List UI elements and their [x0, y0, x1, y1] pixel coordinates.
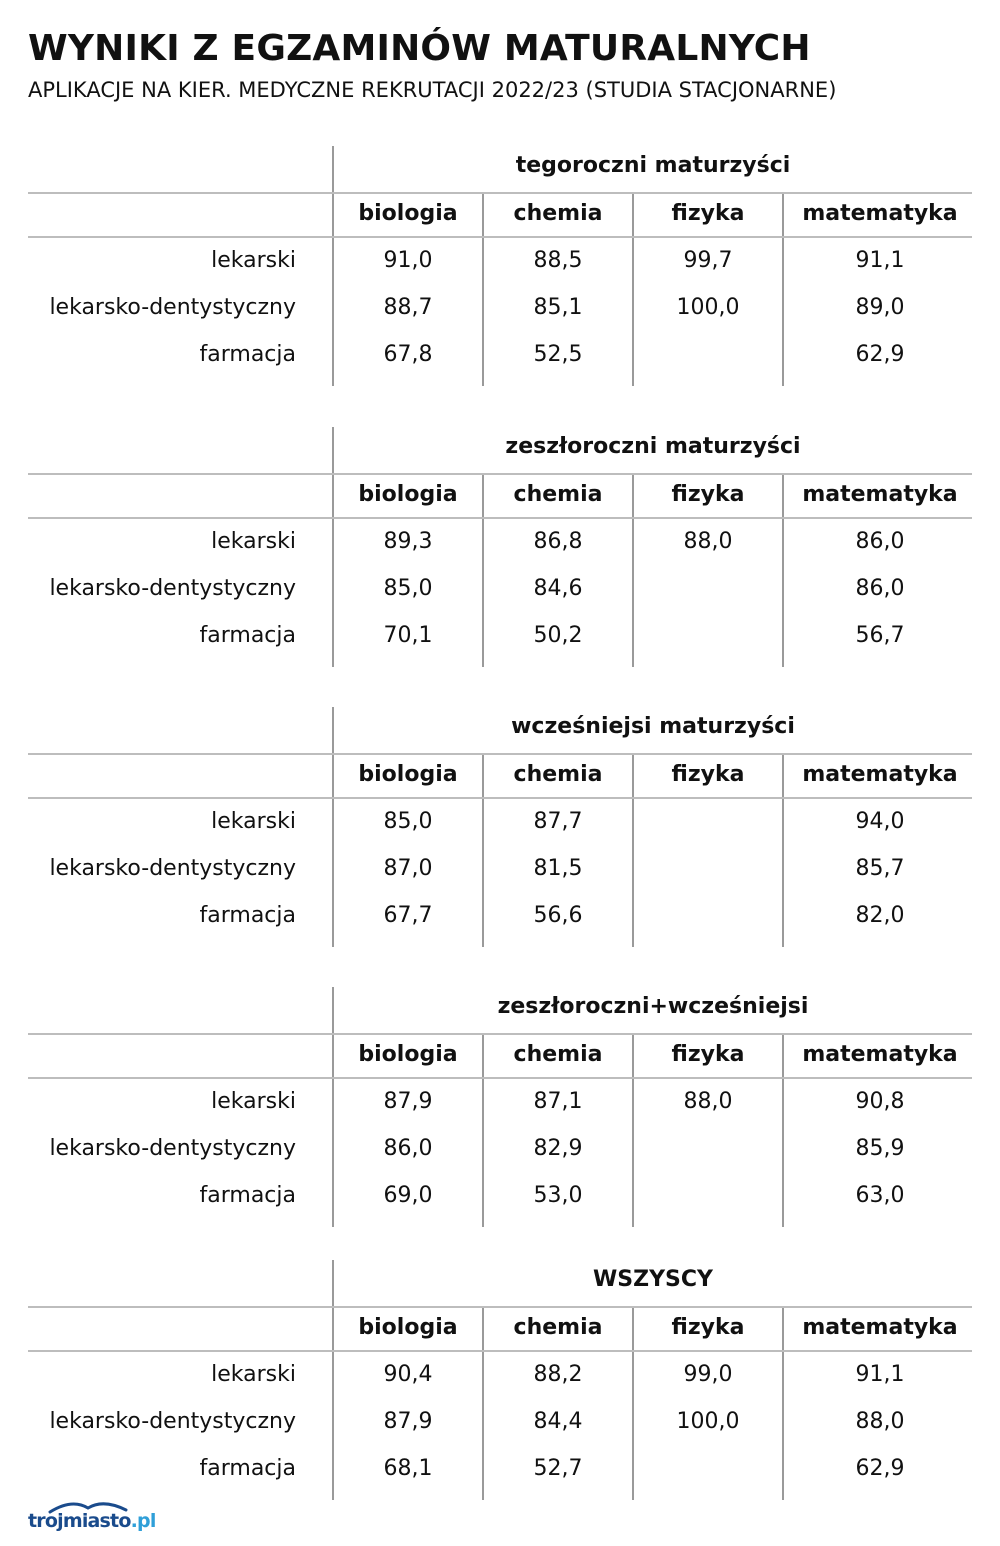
table-cell: 53,0 — [533, 1183, 583, 1208]
table-cell: 86,0 — [383, 1136, 433, 1161]
row-label: lekarski — [211, 248, 296, 273]
table-cell: 88,7 — [383, 295, 433, 320]
row-divider — [28, 753, 972, 755]
row-divider — [28, 1350, 972, 1352]
table-block — [0, 146, 1000, 391]
logo-main: trojmiasto — [28, 1510, 131, 1532]
column-header: biologia — [358, 762, 458, 787]
page-subtitle: APLIKACJE NA KIER. MEDYCZNE REKRUTACJI 2022/23 (STUDIA STACJONARNE) — [28, 78, 837, 102]
table-cell: 62,9 — [855, 342, 905, 367]
trojmiasto-logo — [28, 1500, 168, 1540]
group-title: zeszłoroczni maturzyści — [505, 434, 801, 459]
column-header: fizyka — [671, 1042, 745, 1067]
table-cell: 85,7 — [855, 856, 905, 881]
table-cell: 62,9 — [855, 1456, 905, 1481]
table-cell: 63,0 — [855, 1183, 905, 1208]
column-header: matematyka — [802, 201, 958, 226]
row-divider — [28, 1077, 972, 1079]
row-label: lekarski — [211, 1089, 296, 1114]
row-label: lekarsko-dentystyczny — [49, 1136, 296, 1161]
table-cell: 85,1 — [533, 295, 583, 320]
table-cell: 68,1 — [383, 1456, 433, 1481]
table-cell: 99,0 — [683, 1362, 733, 1387]
page-title: WYNIKI Z EGZAMINÓW MATURALNYCH — [28, 28, 811, 69]
table-cell: 50,2 — [533, 623, 583, 648]
logo-text — [28, 1510, 156, 1532]
table-cell: 70,1 — [383, 623, 433, 648]
row-label: farmacja — [199, 1183, 296, 1208]
logo-tld: .pl — [130, 1510, 156, 1532]
table-cell: 81,5 — [533, 856, 583, 881]
table-cell: 56,6 — [533, 903, 583, 928]
table-block — [0, 1260, 1000, 1505]
table-cell: 84,4 — [533, 1409, 583, 1434]
table-cell: 85,0 — [383, 576, 433, 601]
table-cell: 87,1 — [533, 1089, 583, 1114]
column-header: biologia — [358, 482, 458, 507]
table-cell: 82,0 — [855, 903, 905, 928]
table-cell: 86,8 — [533, 529, 583, 554]
column-divider — [332, 1260, 334, 1500]
table-cell: 91,1 — [855, 248, 905, 273]
group-title: wcześniejsi maturzyści — [511, 714, 795, 739]
table-block — [0, 707, 1000, 952]
column-header: chemia — [513, 762, 603, 787]
column-header: matematyka — [802, 1042, 958, 1067]
table-cell: 52,7 — [533, 1456, 583, 1481]
table-cell: 90,8 — [855, 1089, 905, 1114]
column-header: chemia — [513, 1042, 603, 1067]
row-label: farmacja — [199, 342, 296, 367]
row-label: lekarsko-dentystyczny — [49, 295, 296, 320]
column-divider — [332, 987, 334, 1227]
table-cell: 88,5 — [533, 248, 583, 273]
table-cell: 67,7 — [383, 903, 433, 928]
column-header: fizyka — [671, 762, 745, 787]
row-label: farmacja — [199, 623, 296, 648]
row-label: lekarsko-dentystyczny — [49, 856, 296, 881]
table-cell: 82,9 — [533, 1136, 583, 1161]
table-cell: 86,0 — [855, 529, 905, 554]
table-cell: 85,0 — [383, 809, 433, 834]
column-divider — [332, 707, 334, 947]
row-label: lekarsko-dentystyczny — [49, 576, 296, 601]
column-header: matematyka — [802, 762, 958, 787]
row-label: lekarsko-dentystyczny — [49, 1409, 296, 1434]
table-cell: 89,3 — [383, 529, 433, 554]
table-cell: 88,2 — [533, 1362, 583, 1387]
column-header: fizyka — [671, 482, 745, 507]
column-divider — [332, 427, 334, 667]
table-block — [0, 427, 1000, 672]
table-cell: 89,0 — [855, 295, 905, 320]
column-divider — [332, 146, 334, 386]
table-cell: 88,0 — [855, 1409, 905, 1434]
row-divider — [28, 1306, 972, 1308]
table-cell: 87,0 — [383, 856, 433, 881]
column-header: biologia — [358, 1315, 458, 1340]
table-cell: 91,1 — [855, 1362, 905, 1387]
column-header: fizyka — [671, 1315, 745, 1340]
table-block — [0, 987, 1000, 1232]
row-divider — [28, 517, 972, 519]
row-label: farmacja — [199, 903, 296, 928]
column-header: chemia — [513, 201, 603, 226]
column-header: chemia — [513, 482, 603, 507]
table-cell: 86,0 — [855, 576, 905, 601]
table-cell: 56,7 — [855, 623, 905, 648]
table-cell: 52,5 — [533, 342, 583, 367]
row-label: lekarski — [211, 1362, 296, 1387]
table-cell: 69,0 — [383, 1183, 433, 1208]
table-cell: 84,6 — [533, 576, 583, 601]
table-cell: 99,7 — [683, 248, 733, 273]
column-header: chemia — [513, 1315, 603, 1340]
table-cell: 85,9 — [855, 1136, 905, 1161]
row-divider — [28, 473, 972, 475]
row-label: lekarski — [211, 529, 296, 554]
table-cell: 87,9 — [383, 1089, 433, 1114]
column-header: matematyka — [802, 1315, 958, 1340]
column-header: matematyka — [802, 482, 958, 507]
row-divider — [28, 1033, 972, 1035]
column-header: biologia — [358, 201, 458, 226]
table-cell: 94,0 — [855, 809, 905, 834]
table-cell: 87,9 — [383, 1409, 433, 1434]
group-title: zeszłoroczni+wcześniejsi — [497, 994, 809, 1019]
table-cell: 67,8 — [383, 342, 433, 367]
row-label: farmacja — [199, 1456, 296, 1481]
group-title: tegoroczni maturzyści — [515, 153, 791, 178]
table-cell: 100,0 — [676, 295, 740, 320]
group-title: WSZYSCY — [593, 1267, 713, 1292]
column-header: biologia — [358, 1042, 458, 1067]
table-cell: 90,4 — [383, 1362, 433, 1387]
table-cell: 91,0 — [383, 248, 433, 273]
row-label: lekarski — [211, 809, 296, 834]
table-cell: 100,0 — [676, 1409, 740, 1434]
table-cell: 88,0 — [683, 1089, 733, 1114]
table-cell: 87,7 — [533, 809, 583, 834]
column-header: fizyka — [671, 201, 745, 226]
row-divider — [28, 236, 972, 238]
row-divider — [28, 192, 972, 194]
row-divider — [28, 797, 972, 799]
table-cell: 88,0 — [683, 529, 733, 554]
